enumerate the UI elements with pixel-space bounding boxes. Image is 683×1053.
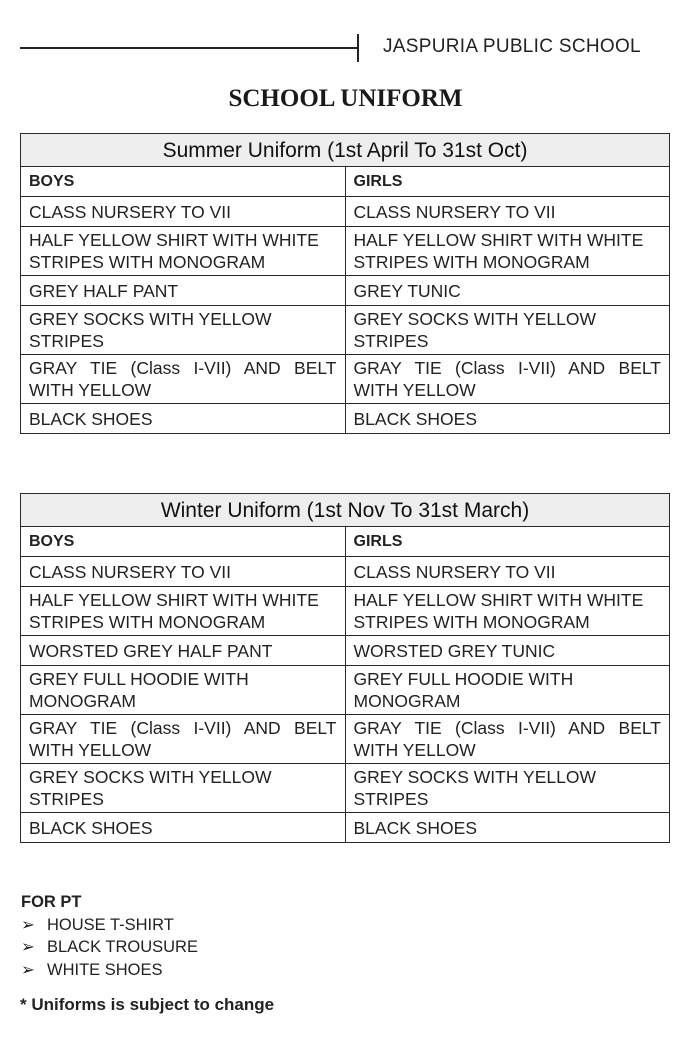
winter-boys-cell: HALF YELLOW SHIRT WITH WHITE STRIPES WITH MONOGRAM [21,587,346,636]
summer-boys-cell: BLACK SHOES [21,404,346,434]
winter-boys-cell: GRAY TIE (Class I-VII) AND BELT WITH YELLOW [21,715,346,764]
summer-boys-cell: GREY HALF PANT [21,276,346,306]
summer-girls-header: GIRLS [345,167,670,197]
table-row [21,557,670,587]
pt-item-label: HOUSE T-SHIRT [47,915,174,934]
winter-boys-cell: GREY SOCKS WITH YELLOW STRIPES [21,764,346,813]
winter-girls-header: GIRLS [345,527,670,557]
winter-girls-cell: CLASS NURSERY TO VII [345,557,670,587]
school-name: JASPURIA PUBLIC SCHOOL [383,36,641,57]
pt-item-label: WHITE SHOES [47,960,163,979]
list-item [21,914,198,937]
summer-boys-cell: GRAY TIE (Class I-VII) AND BELT WITH YELLOW [21,355,346,404]
table-row [21,587,670,636]
arrow-bullet-icon: ➢ [21,938,35,956]
pt-title: FOR PT [21,893,82,911]
winter-boys-cell: WORSTED GREY HALF PANT [21,636,346,666]
list-item [21,936,198,959]
winter-boys-cell: BLACK SHOES [21,813,346,843]
winter-girls-cell: HALF YELLOW SHIRT WITH WHITE STRIPES WITH MONOGRAM [345,587,670,636]
winter-uniform-table [20,493,670,843]
summer-girls-cell: CLASS NURSERY TO VII [345,197,670,227]
summer-table-caption: Summer Uniform (1st April To 31st Oct) [21,134,670,167]
summer-girls-cell: GREY TUNIC [345,276,670,306]
summer-uniform-table [20,133,670,434]
winter-girls-cell: GRAY TIE (Class I-VII) AND BELT WITH YELLOW [345,715,670,764]
winter-table-caption: Winter Uniform (1st Nov To 31st March) [21,494,670,527]
winter-girls-cell: GREY SOCKS WITH YELLOW STRIPES [345,764,670,813]
table-row [21,666,670,715]
header-divider [357,34,359,62]
list-item [21,959,198,982]
page-title: SCHOOL UNIFORM [228,85,463,112]
winter-girls-cell: BLACK SHOES [345,813,670,843]
summer-girls-cell: GREY SOCKS WITH YELLOW STRIPES [345,306,670,355]
header-rule [20,47,357,49]
arrow-bullet-icon: ➢ [21,960,35,979]
footnote: * Uniforms is subject to change [20,995,275,1014]
summer-girls-cell: GRAY TIE (Class I-VII) AND BELT WITH YELLOW [345,355,670,404]
table-row [21,636,670,666]
table-row [21,355,670,404]
winter-boys-cell: GREY FULL HOODIE WITH MONOGRAM [21,666,346,715]
pt-uniform-section [21,891,198,981]
winter-boys-header: BOYS [21,527,346,557]
winter-girls-cell: GREY FULL HOODIE WITH MONOGRAM [345,666,670,715]
table-row [21,306,670,355]
pt-item-label: BLACK TROUSURE [47,938,198,956]
summer-boys-cell: CLASS NURSERY TO VII [21,197,346,227]
winter-boys-cell: CLASS NURSERY TO VII [21,557,346,587]
winter-girls-cell: WORSTED GREY TUNIC [345,636,670,666]
summer-boys-header: BOYS [21,167,346,197]
summer-girls-cell: HALF YELLOW SHIRT WITH WHITE STRIPES WITH MONOGRAM [345,227,670,276]
summer-boys-cell: HALF YELLOW SHIRT WITH WHITE STRIPES WITH MONOGRAM [21,227,346,276]
arrow-bullet-icon: ➢ [21,915,35,934]
table-row [21,197,670,227]
summer-girls-cell: BLACK SHOES [345,404,670,434]
table-row [21,276,670,306]
table-row [21,813,670,843]
table-row [21,764,670,813]
table-row [21,715,670,764]
table-row [21,227,670,276]
summer-boys-cell: GREY SOCKS WITH YELLOW STRIPES [21,306,346,355]
table-row [21,404,670,434]
